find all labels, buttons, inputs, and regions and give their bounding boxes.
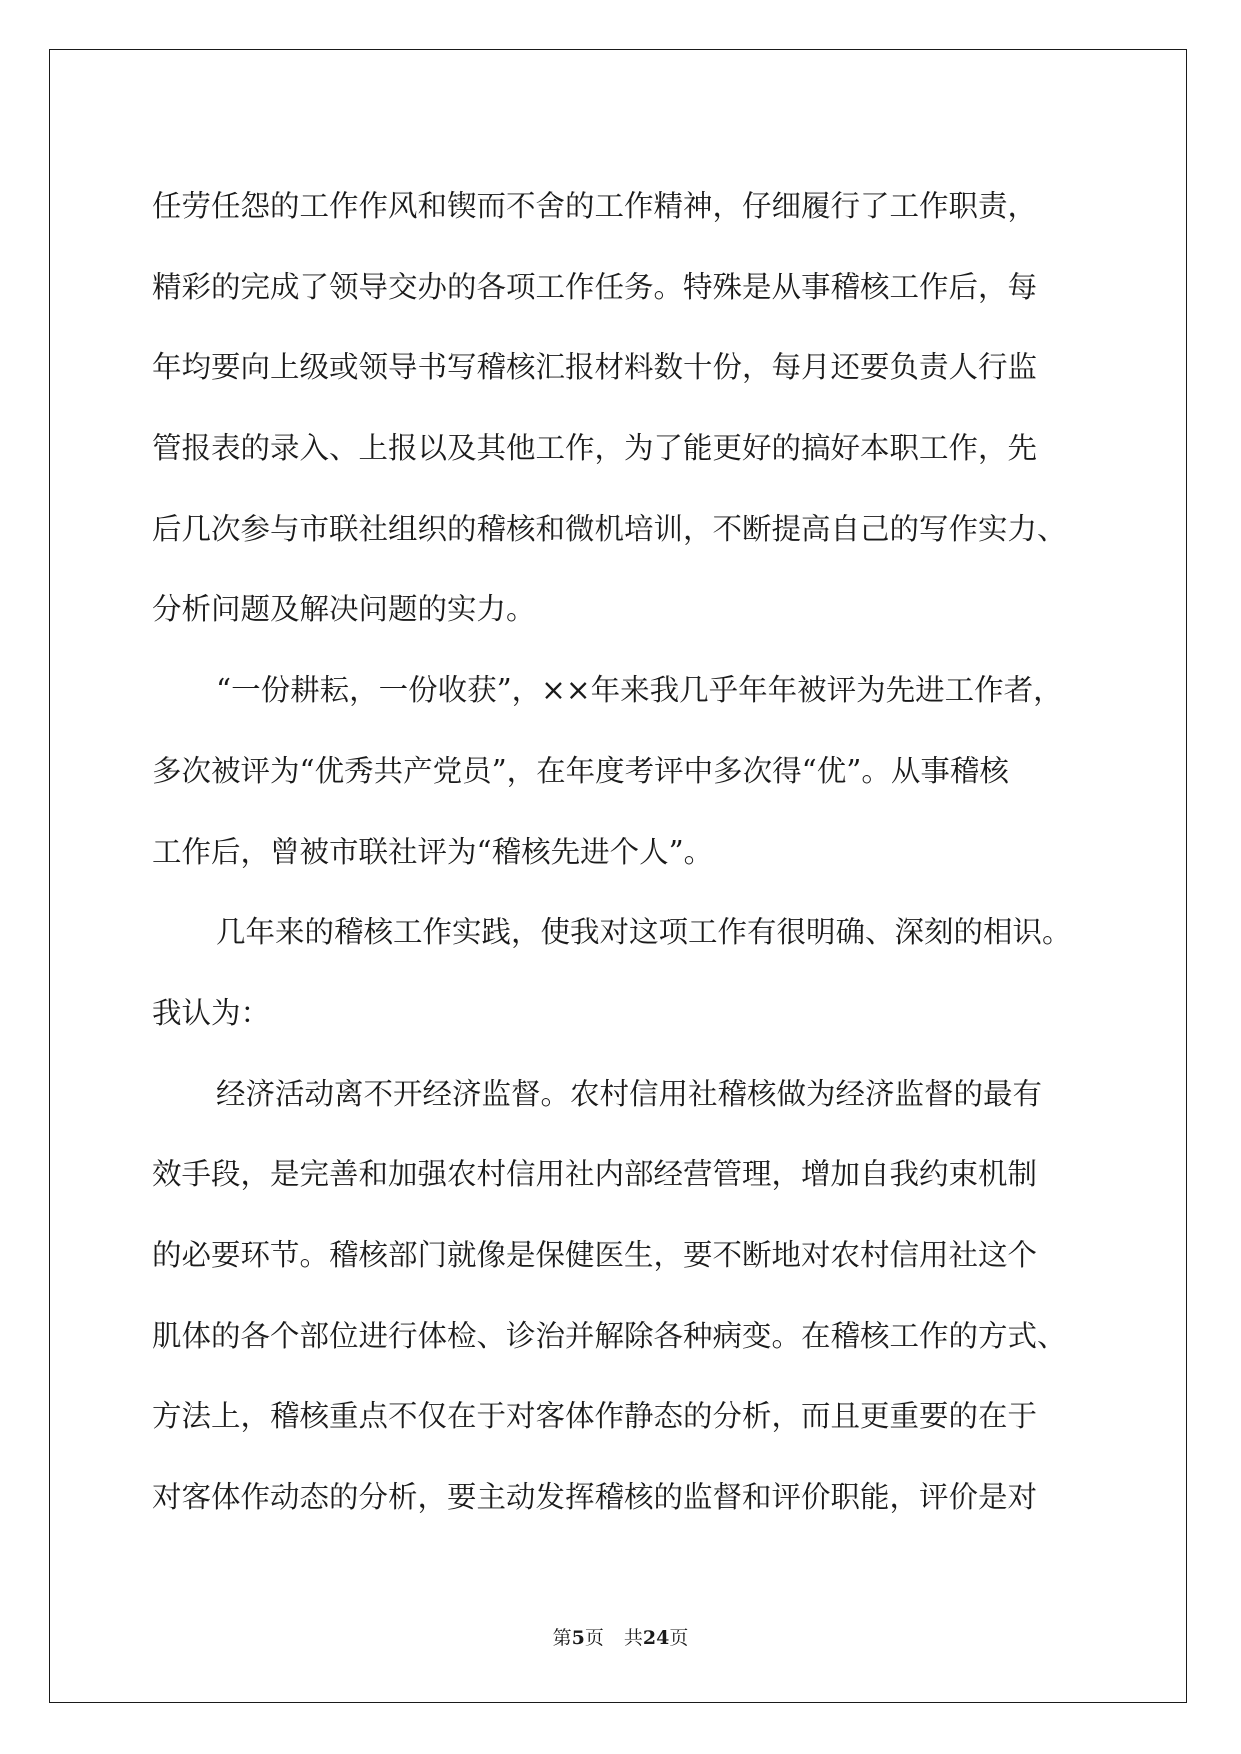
page-number: 5 <box>571 1627 585 1649</box>
total-prefix: 共 <box>623 1627 643 1649</box>
paragraph-line: 多次被评为“优秀共产党员”，在年度考评中多次得“优”。从事稽核 <box>152 753 1009 788</box>
paragraph-line: 几年来的稽核工作实践，使我对这项工作有很明确、深刻的相识。 <box>216 915 1072 950</box>
paragraph-line: 管报表的录入、上报以及其他工作，为了能更好的搞好本职工作，先 <box>152 431 1038 466</box>
paragraph-line: 肌体的各个部位进行体检、诊治并解除各种病变。在稽核工作的方式、 <box>152 1318 1067 1353</box>
paragraph-line: 效手段，是完善和加强农村信用社内部经营管理，增加自我约束机制 <box>152 1157 1038 1192</box>
paragraph-line: 的必要环节。稽核部门就像是保健医生，要不断地对农村信用社这个 <box>152 1237 1038 1272</box>
paragraph-line: 后几次参与市联社组织的稽核和微机培训，不断提高自己的写作实力、 <box>152 511 1067 546</box>
page-suffix: 页 <box>584 1627 604 1649</box>
paragraph-line: 我认为： <box>152 995 271 1030</box>
total-suffix: 页 <box>669 1627 689 1649</box>
paragraph-line: 对客体作动态的分析，要主动发挥稽核的监督和评价职能，评价是对 <box>152 1480 1038 1514</box>
page-prefix: 第 <box>552 1627 572 1649</box>
paragraph-line: 工作后，曾被市联社评为“稽核先进个人”。 <box>152 834 714 869</box>
paragraph-line: 任劳任怨的工作作风和锲而不舍的工作精神，仔细履行了工作职责， <box>152 189 1038 223</box>
paragraph-line: 精彩的完成了领导交办的各项工作任务。特殊是从事稽核工作后，每 <box>152 269 1038 304</box>
paragraph-line: 经济活动离不开经济监督。农村信用社稽核做为经济监督的最有 <box>216 1076 1043 1111</box>
paragraph-line: “一份耕耘，一份收获”，××年来我几乎年年被评为先进工作者， <box>216 673 1063 708</box>
paragraph-line: 分析问题及解决问题的实力。 <box>152 592 536 627</box>
paragraph-line: 方法上，稽核重点不仅在于对客体作静态的分析，而且更重要的在于 <box>152 1399 1038 1434</box>
document-body <box>152 166 1102 1538</box>
page-footer <box>0 1623 1241 1650</box>
total-pages: 24 <box>642 1627 670 1649</box>
paragraph-line: 年均要向上级或领导书写稽核汇报材料数十份，每月还要负责人行监 <box>152 350 1038 385</box>
